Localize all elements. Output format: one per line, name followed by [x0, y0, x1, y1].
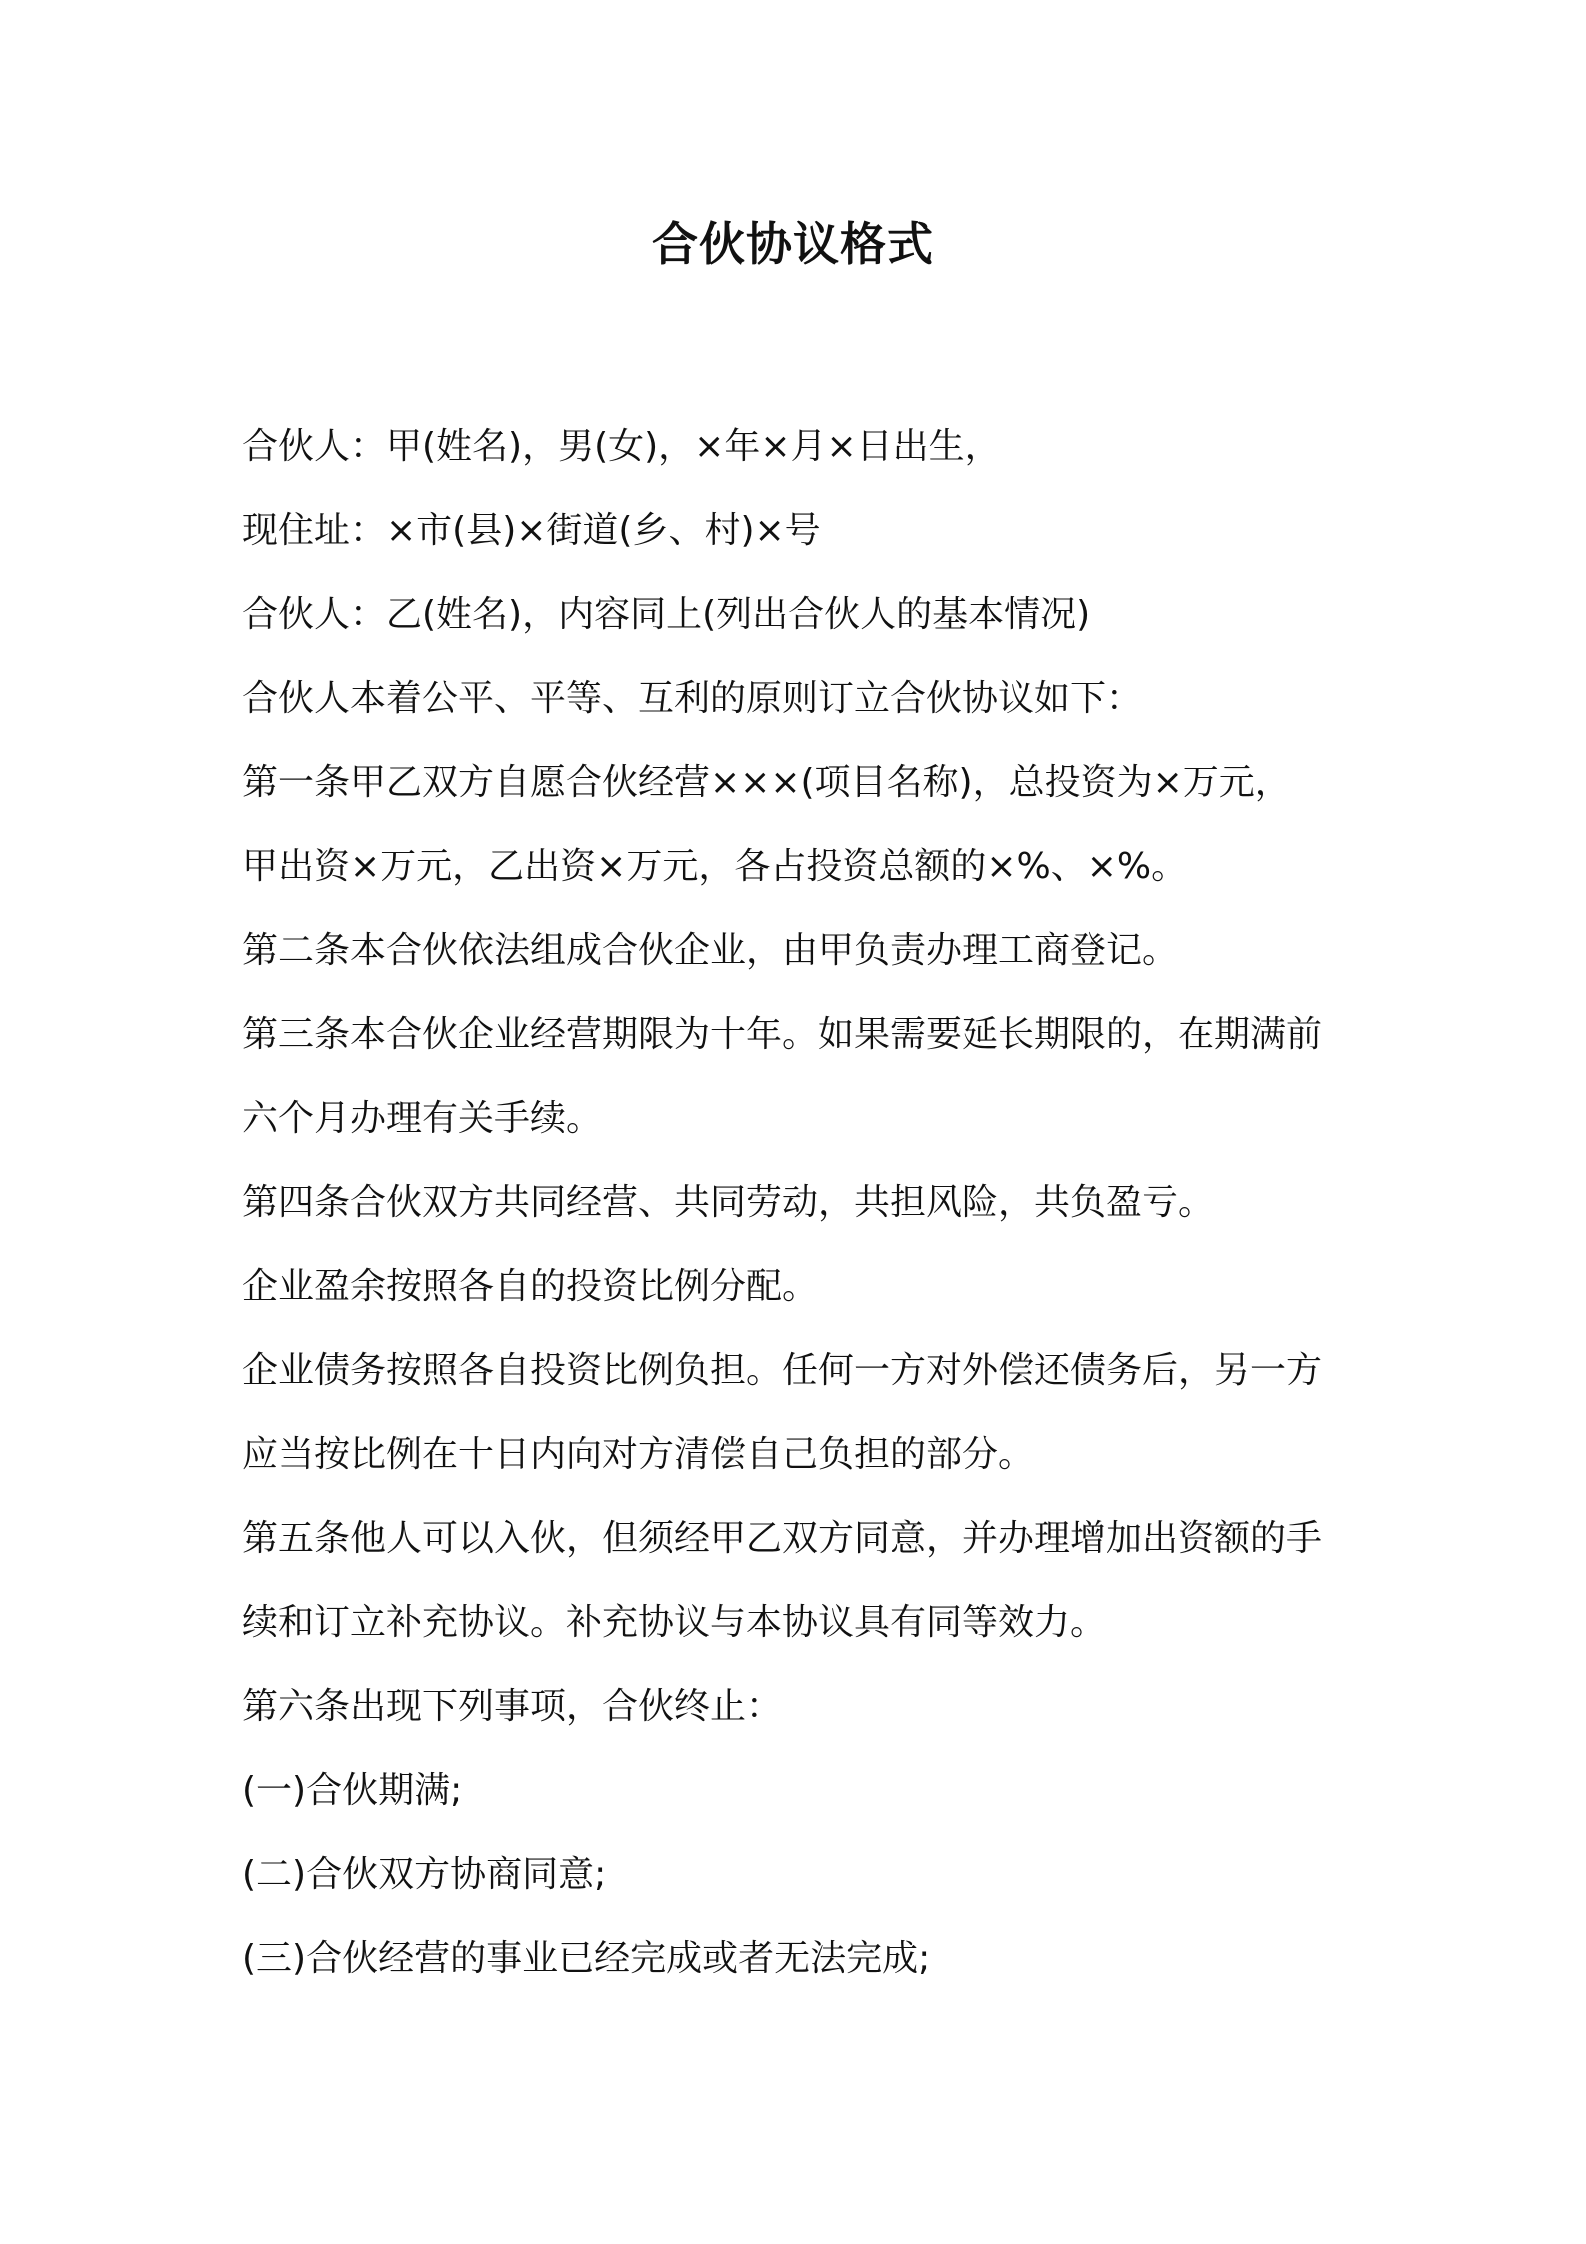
text-line: (三)合伙经营的事业已经完成或者无法完成;	[242, 1938, 931, 1979]
text-line: 第一条甲乙双方自愿合伙经营×××(项目名称)，总投资为×万元，	[242, 762, 1291, 803]
text-line: 六个月办理有关手续。	[242, 1098, 603, 1139]
text-line: 应当按比例在十日内向对方清偿自己负担的部分。	[242, 1434, 1035, 1475]
text-line: 企业盈余按照各自的投资比例分配。	[242, 1266, 819, 1307]
text-line: (二)合伙双方协商同意;	[242, 1854, 607, 1895]
text-line: 现住址：×市(县)×街道(乡、村)×号	[242, 510, 821, 551]
document-title: 合伙协议格式	[652, 217, 934, 271]
text-line: (一)合伙期满;	[242, 1770, 463, 1811]
text-line: 第五条他人可以入伙，但须经甲乙双方同意，并办理增加出资额的手	[242, 1518, 1323, 1559]
text-line: 合伙人：甲(姓名)，男(女)，×年×月×日出生，	[242, 426, 1001, 467]
text-line: 续和订立补充协议。补充协议与本协议具有同等效力。	[242, 1602, 1107, 1643]
text-line: 合伙人：乙(姓名)，内容同上(列出合伙人的基本情况)	[242, 594, 1091, 635]
text-line: 第四条合伙双方共同经营、共同劳动，共担风险，共负盈亏。	[242, 1182, 1215, 1223]
text-line: 第六条出现下列事项，合伙终止：	[242, 1686, 783, 1727]
text-line: 第二条本合伙依法组成合伙企业，由甲负责办理工商登记。	[242, 930, 1179, 971]
text-line: 企业债务按照各自投资比例负担。任何一方对外偿还债务后，另一方	[242, 1350, 1323, 1391]
text-line: 甲出资×万元，乙出资×万元，各占投资总额的×%、×%。	[242, 846, 1188, 887]
text-line: 第三条本合伙企业经营期限为十年。如果需要延长期限的，在期满前	[242, 1014, 1323, 1055]
document-body	[242, 405, 1362, 2001]
text-line: 合伙人本着公平、平等、互利的原则订立合伙协议如下：	[242, 678, 1143, 719]
